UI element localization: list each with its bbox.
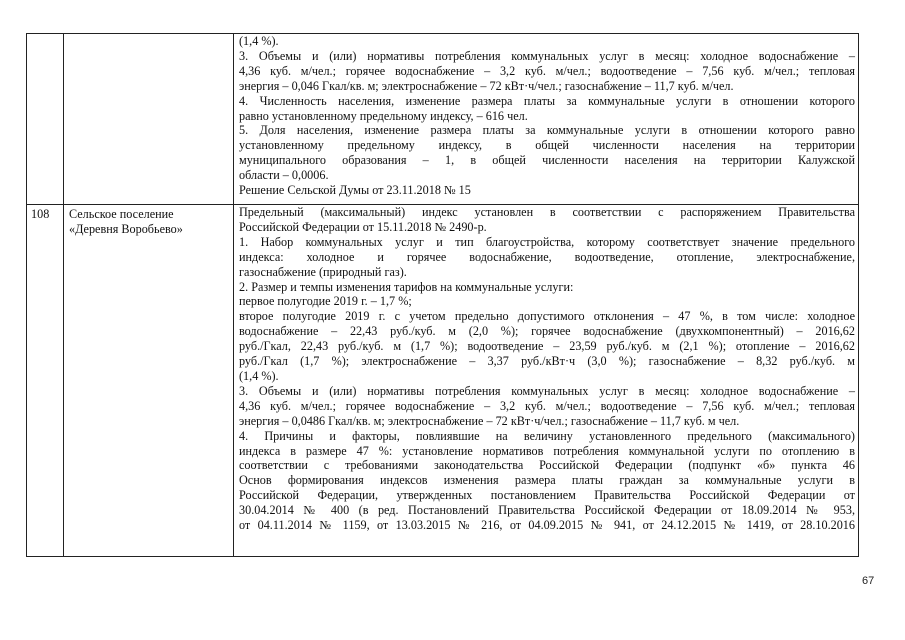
text-line: от 04.11.2014 № 1159, от 13.03.2015 № 216, от 04.09.2015 № 941, от 24.12.2015 № 1419, от 28.10.2016 [239,518,855,533]
text-line: руб./Гкал (1,7 %); электроснабжение – 3,37 руб./кВт·ч (3,0 %); газоснабжение – 8,32 руб./куб. м [239,354,855,369]
description-cell [234,205,859,557]
municipal-index-table [26,33,859,557]
text-line: 5. Доля населения, изменение размера платы за коммунальные услуги в отношении которого равно [239,123,855,138]
text-line: Основ формирования индексов изменения размера платы граждан за коммунальные услуги в [239,473,855,488]
text-line: 3. Объемы и (или) нормативы потребления коммунальных услуг в месяц: холодное водоснабжение – [239,383,855,398]
municipality-name-line: «Деревня Воробьево» [69,222,183,236]
text-line: 1. Набор коммунальных услуг и тип благоустройства, которому соответствует значение предельного [239,234,855,249]
municipality-name-cell [64,34,234,205]
text-line: второе полугодие 2019 г. с учетом предельно допустимого отклонения – 47 %, в том числе: холодное [239,309,855,324]
text-line: энергия – 0,0486 Гкал/кв. м; электроснабжение – 72 кВт·ч/чел.; газоснабжение – 11,7 куб. м чел. [239,413,740,428]
text-line: 3. Объемы и (или) нормативы потребления коммунальных услуг в месяц: холодное водоснабжение – [239,48,855,63]
page-number: 67 [862,575,875,587]
text-line: первое полугодие 2019 г. – 1,7 %; [239,294,412,309]
description-cell [234,34,859,205]
row-number-cell [27,34,64,205]
text-line: соответствии с требованиями законодательства Российской Федерации (подпункт «б» пункта 46 [239,458,855,473]
text-line: равно установленному предельному индексу, – 616 чел. [239,108,528,123]
text-line: 4. Численность населения, изменение размера платы за коммунальные услуги в отношении которого [239,93,855,108]
text-line: руб./Гкал, 22,43 руб./куб. м (1,7 %); водоотведение – 23,59 руб./куб. м (2,1 %); отопление – 2016,62 [239,339,855,354]
text-line: индекса в размере 47 %: установление нормативов потребления коммунальной услуги по отоплению в [239,443,855,458]
text-line: 30.04.2014 № 400 (в ред. Постановлений Правительства Российской Федерации от 18.09.2014 № 953, [239,503,855,518]
text-line: водоснабжение – 22,43 руб./куб. м (2,0 %); горячее водоснабжение (двухкомпонентный) – 2016,62 [239,324,855,339]
table-row-108 [27,205,859,557]
text-line: (1,4 %). [239,34,279,48]
text-line: установленному предельному индексу, в общей численности населения на территории [239,138,855,153]
text-line: 2. Размер и темпы изменения тарифов на коммунальные услуги: [239,279,574,294]
text-line: (1,4 %). [239,368,279,383]
text-line: Предельный (максимальный) индекс установлен в соответствии с распоряжением Правительства [239,205,855,219]
text-line: Российской Федерации, утвержденных постановлением Правительства Российской Федерации от [239,488,855,503]
municipality-name-cell [64,205,234,557]
row-number-cell: 108 [27,205,64,557]
text-line: Решение Сельской Думы от 23.11.2018 № 15 [239,183,471,198]
text-line: 4. Причины и факторы, повлиявшие на величину установленного предельного (максимального) [239,428,855,443]
text-line: индекса: холодное и горячее водоснабжение, водоотведение, отопление, электроснабжение, [239,249,855,264]
municipality-name-line: Сельское поселение [69,207,174,221]
text-line: области – 0,0006. [239,168,329,183]
table-row-previous [27,34,859,205]
text-line: газоснабжение (природный газ). [239,264,407,279]
text-line: энергия – 0,046 Гкал/кв. м; электроснабжение – 72 кВт·ч/чел.; газоснабжение – 11,7 куб. м/чел. [239,78,734,93]
text-line: 4,36 куб. м/чел.; горячее водоснабжение – 3,2 куб. м/чел.; водоотведение – 7,56 куб. м/чел.; тепловая [239,63,855,78]
text-line: муниципального образования – 1, в общей численности населения на территории Калужской [239,153,855,168]
text-line: 4,36 куб. м/чел.; горячее водоснабжение – 3,2 куб. м/чел.; водоотведение – 7,56 куб. м/чел.; тепловая [239,398,855,413]
text-line: Российской Федерации от 15.11.2018 № 2490-р. [239,219,487,234]
